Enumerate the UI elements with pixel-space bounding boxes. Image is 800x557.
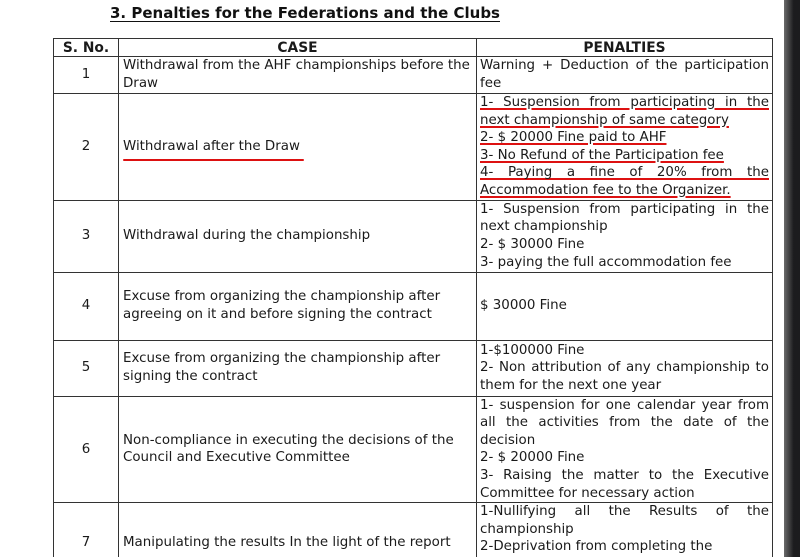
case-text-underlined: Withdrawal after the Draw bbox=[123, 138, 300, 154]
penalty-line: 3- paying the full accommodation fee bbox=[480, 254, 732, 270]
row-sno: 2 bbox=[54, 94, 119, 201]
penalties-table bbox=[53, 38, 773, 557]
row-penalties bbox=[477, 94, 773, 201]
header-case: CASE bbox=[119, 39, 477, 57]
row-penalties bbox=[477, 57, 773, 94]
section-heading: 3. Penalties for the Federations and the Clubs bbox=[110, 4, 500, 22]
table-row bbox=[54, 200, 773, 272]
penalty-line: 1- Suspension from participating in the next championship bbox=[480, 201, 769, 235]
penalty-line: Warning + Deduction of the participation fee bbox=[480, 58, 769, 91]
table-row bbox=[54, 272, 773, 340]
table-row bbox=[54, 503, 773, 557]
row-case: Non-compliance in executing the decisions of the Council and Executive Committee bbox=[119, 396, 477, 503]
row-penalties bbox=[477, 200, 773, 272]
row-sno: 7 bbox=[54, 503, 119, 557]
row-case: Excuse from organizing the championship after agreeing on it and before signing the contract bbox=[119, 272, 477, 340]
header-penalties: PENALTIES bbox=[477, 39, 773, 57]
row-case: Excuse from organizing the championship after signing the contract bbox=[119, 340, 477, 396]
penalty-line: 3- No Refund of the Participation fee bbox=[480, 147, 724, 163]
table-row bbox=[54, 57, 773, 94]
penalty-line: 1- Suspension from participating in the next championship of same category bbox=[480, 95, 769, 128]
penalty-line: 2- $ 30000 Fine bbox=[480, 237, 585, 253]
penalty-line: 2- $ 20000 Fine paid to AHF bbox=[480, 130, 667, 146]
screen-edge bbox=[784, 0, 800, 557]
penalty-line: $ 30000 Fine bbox=[480, 298, 567, 314]
table-row bbox=[54, 396, 773, 503]
header-sno: S. No. bbox=[54, 39, 119, 57]
penalty-line: 1-Nullifying all the Results of the championship bbox=[480, 504, 769, 537]
penalty-line: 2-Deprivation from completing the bbox=[480, 539, 713, 555]
row-sno: 3 bbox=[54, 200, 119, 272]
penalty-line: 3- Raising the matter to the Executive Committee for necessary action bbox=[480, 467, 769, 501]
penalty-line: 2- Non attribution of any championship to them for the next one year bbox=[480, 360, 769, 393]
penalty-line: 2- $ 20000 Fine bbox=[480, 450, 585, 466]
table-row bbox=[54, 340, 773, 396]
row-case: Withdrawal from the AHF championships before the Draw bbox=[119, 57, 477, 94]
row-penalties bbox=[477, 396, 773, 503]
row-penalties bbox=[477, 503, 773, 557]
row-sno: 6 bbox=[54, 396, 119, 503]
row-sno: 4 bbox=[54, 272, 119, 340]
row-penalties bbox=[477, 272, 773, 340]
table-row bbox=[54, 94, 773, 201]
penalty-line: 1- suspension for one calendar year from all the activities from the date of the decision bbox=[480, 397, 769, 448]
header-row bbox=[54, 39, 773, 57]
row-sno: 1 bbox=[54, 57, 119, 94]
row-penalties bbox=[477, 340, 773, 396]
penalty-line: 4- Paying a fine of 20% from the Accommodation fee to the Organizer. bbox=[480, 165, 769, 198]
penalty-line: 1-$100000 Fine bbox=[480, 342, 585, 358]
row-case bbox=[119, 94, 477, 201]
row-case: Manipulating the results In the light of the report bbox=[119, 503, 477, 557]
row-case: Withdrawal during the championship bbox=[119, 200, 477, 272]
row-sno: 5 bbox=[54, 340, 119, 396]
